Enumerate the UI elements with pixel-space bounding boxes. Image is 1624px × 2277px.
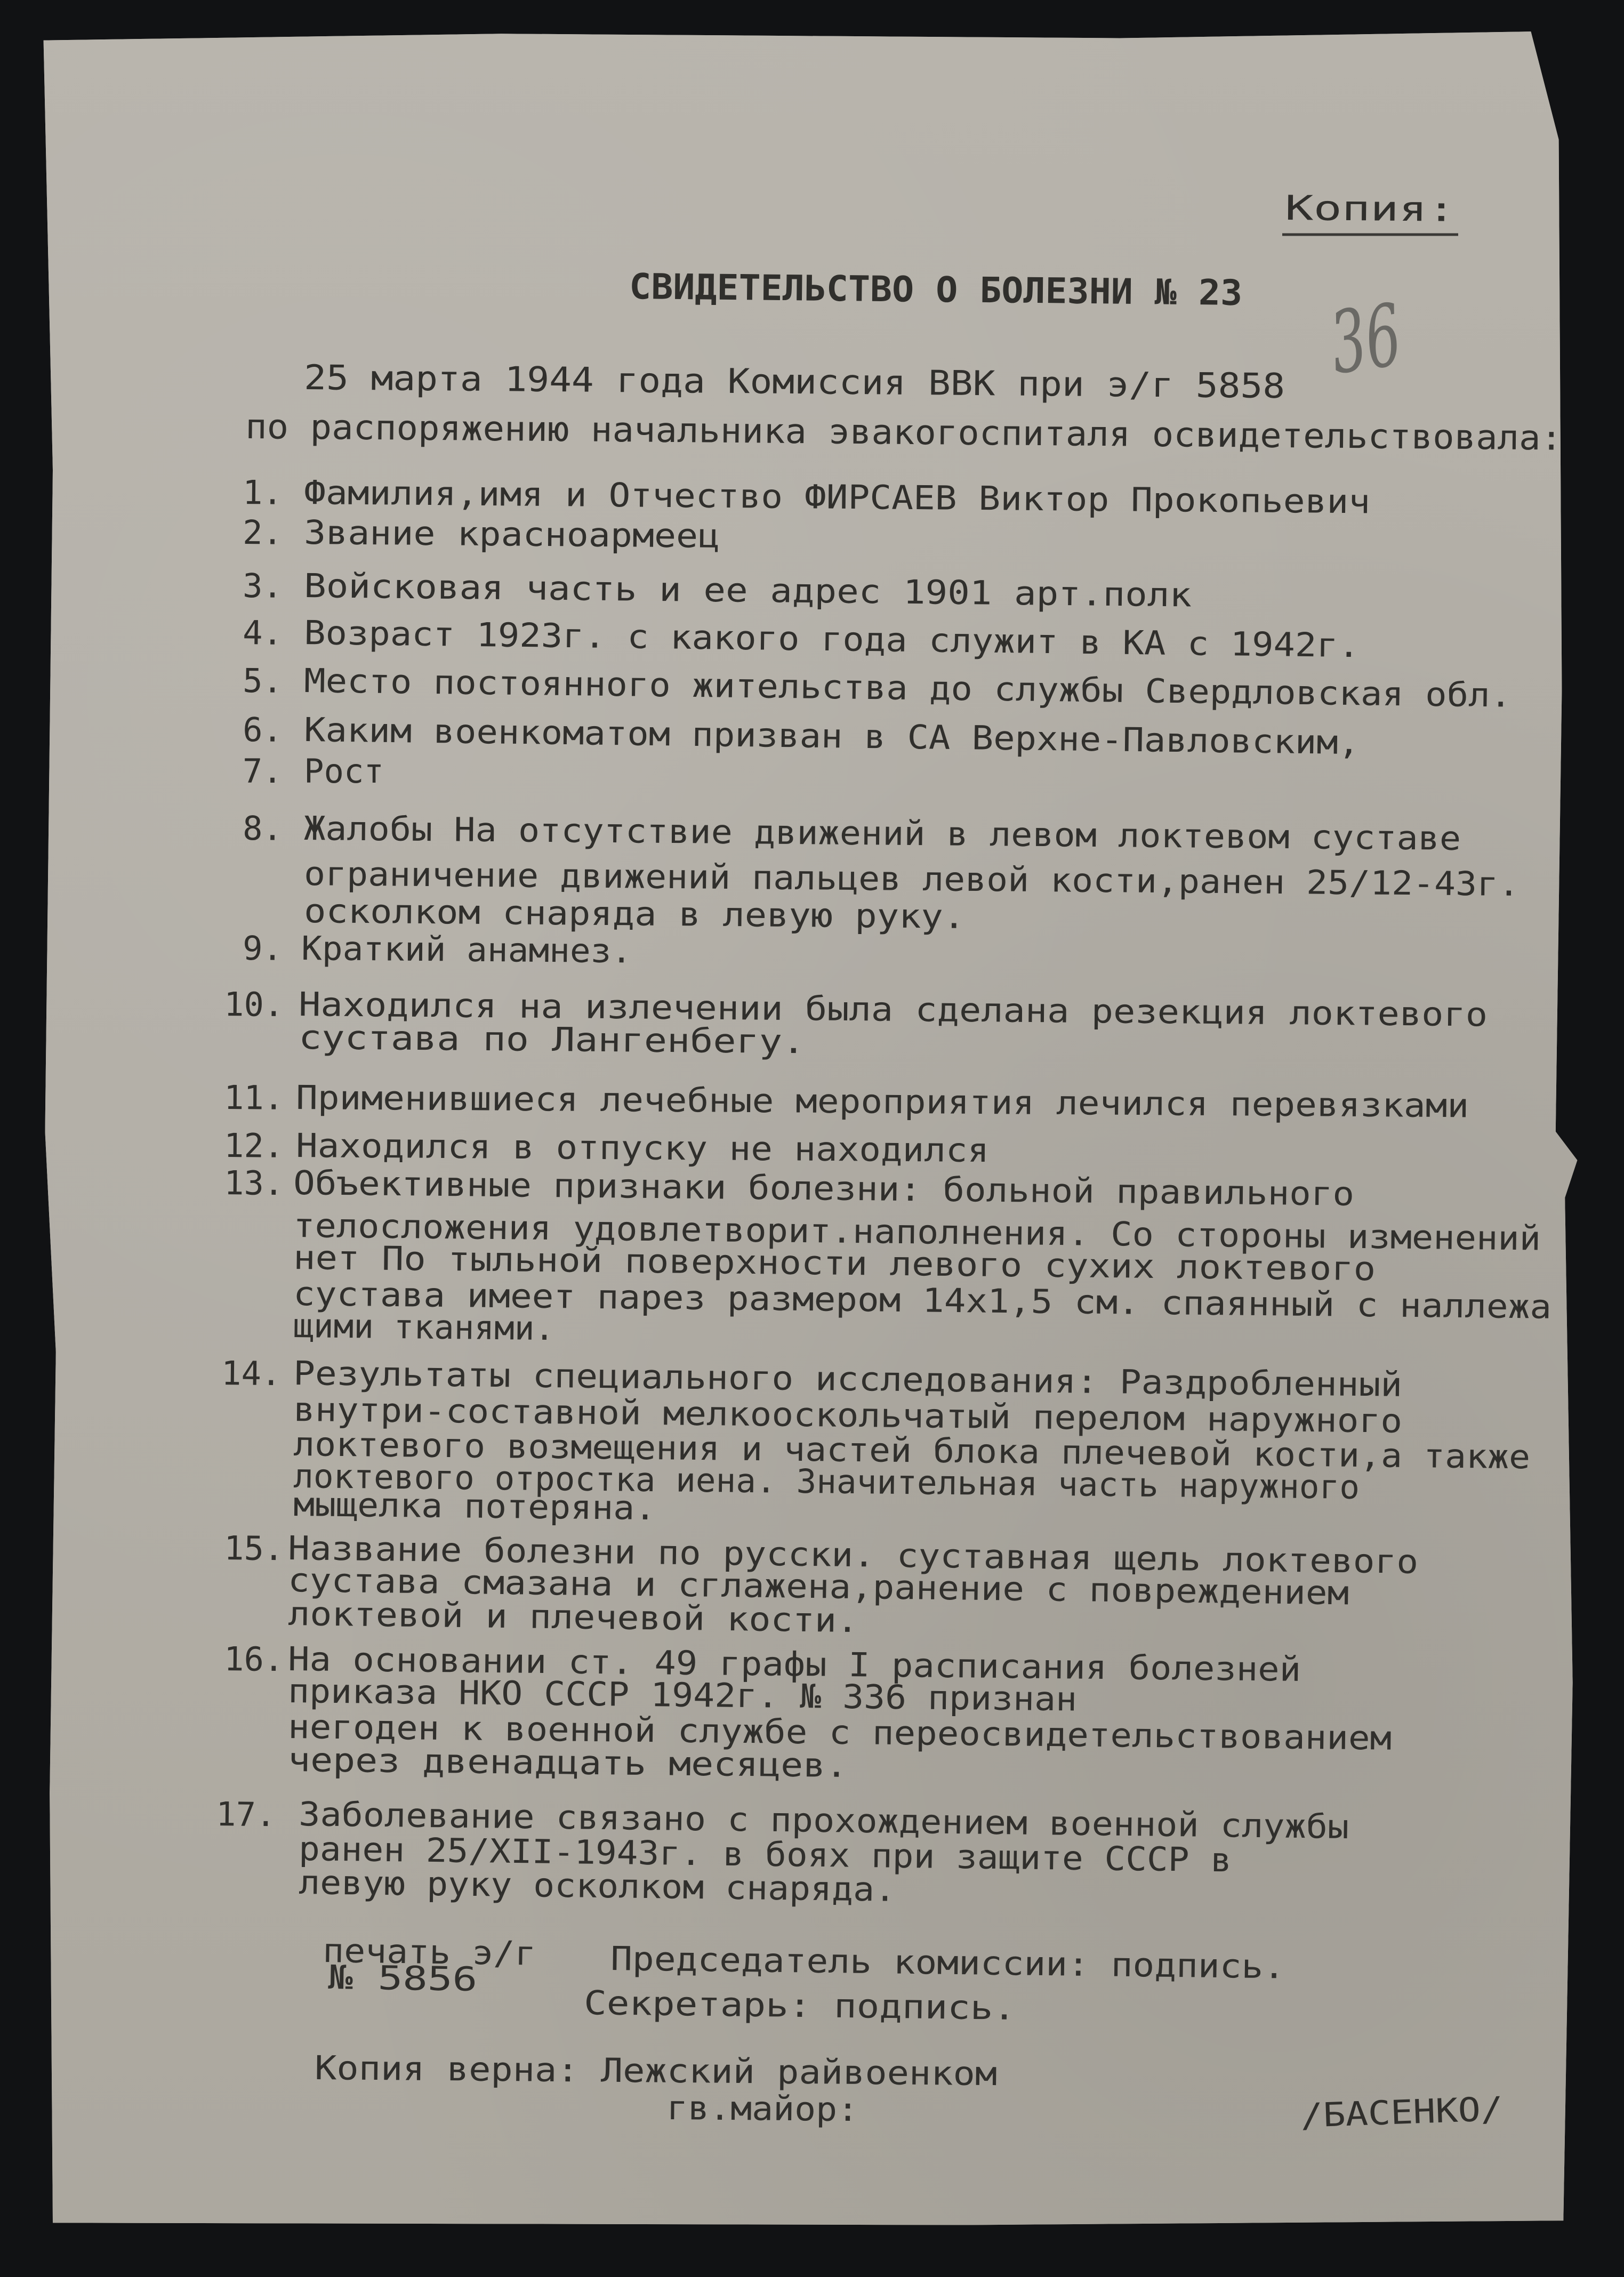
signature-name: /БАСЕНКО/ [1299, 2090, 1481, 2135]
item-2-number: 2. [242, 513, 283, 552]
item-15-text-line-1: Название болезни по русски. суставная щель локтевого [287, 1528, 1323, 1580]
secretary-signature-line: Секретарь: подпись. [583, 1983, 962, 2027]
seal-line-2: № 5856 [327, 1958, 448, 1999]
seal-line-1: печать э/г [322, 1931, 522, 1973]
item-13-number: 13. [223, 1163, 284, 1203]
item-8-text-line-2: ограничение движений пальцев левой кости,ранен 25/12-43г. [303, 854, 1439, 903]
item-14-text-line-1: Результаты специального исследования: Раздробленный [293, 1354, 1309, 1403]
item-2-text-line-1: Звание красноармеец [303, 513, 682, 556]
item-3-number: 3. [242, 566, 283, 606]
item-8-text-line-1: Жалобы На отсутствие движений в левом локтевом суставе [303, 809, 1379, 857]
item-10-text-line-2: сустава по Лангенбегу. [298, 1018, 737, 1061]
item-7-text-line-1: Рост [304, 752, 384, 791]
intro-line-2: по распоряжению начальника эвакогоспиталя освидетельствовала: [245, 407, 1499, 458]
copy-true-line: Копия верна: Лежский райвоенком [314, 2048, 932, 2093]
item-9-number: 9. [242, 929, 283, 968]
item-6-number: 6. [242, 710, 283, 750]
handwritten-mark: 36 [1324, 279, 1446, 393]
item-14-text-line-5: мыщелка потеряна. [293, 1485, 632, 1527]
item-14-number: 14. [221, 1354, 282, 1394]
item-10-text-line-1: Находился на излечении была сделана резекция локтевого [298, 985, 1374, 1033]
item-17-text-line-3: левую руку осколком снаряда. [298, 1863, 856, 1909]
item-1-number: 1. [242, 473, 283, 512]
chairman-signature-line: Председатель комиссии: подпись. [610, 1939, 1228, 1986]
item-15-text-line-2: сустава смазана и сглажена,ранение с повреждением [287, 1560, 1264, 1612]
item-17-number: 17. [215, 1795, 276, 1835]
item-10-number: 10. [223, 985, 284, 1024]
item-15-text-line-3: локтевой и плечевой кости. [287, 1594, 806, 1639]
item-17-text-line-2: ранен 25/XII-1943г. в боях при защите СССР в [298, 1829, 1175, 1879]
item-16-text-line-1: На основании ст. 49 графы I расписания болезней [287, 1639, 1224, 1688]
document-page [37, 29, 1583, 2234]
document-title: СВИДЕТЕЛЬСТВО О БОЛЕЗНИ № 23 [629, 266, 1223, 313]
copy-label: Копия: [1284, 189, 1409, 230]
item-4-text-line-1: Возраст 1923г. с какого года служит в КА с 1942г. [303, 613, 1280, 664]
item-7-number: 7. [243, 752, 283, 791]
item-11-number: 11. [223, 1078, 284, 1117]
intro-line-1: 25 марта 1944 года Комиссия ВВК при э/г 5858 [303, 358, 1208, 406]
item-13-text-line-3: нет По тыльной поверхности левого сухих локтевого [293, 1238, 1269, 1288]
item-14-text-line-3: локтевого возмещения и частей блока плечевой кости,а также [293, 1425, 1448, 1476]
item-16-text-line-4: через двенадцать месяцев. [287, 1740, 786, 1784]
item-13-text-line-2: телосложения удовлетворит.наполнения. Со стороны изменений [293, 1206, 1448, 1257]
item-16-text-line-2: приказа НКО СССР 1942г. № 336 признан [287, 1671, 1025, 1718]
item-5-number: 5. [242, 661, 283, 701]
item-6-text-line-1: Каким военкоматом призван в СА Верхне-Павловским, [303, 710, 1280, 761]
typed-text-layer [37, 29, 1583, 2234]
item-8-text-line-3: осколком снаряда в левую руку. [303, 891, 902, 936]
item-13-text-line-4: сустава имеет парез размером 14х1,5 см. спаянный с наллежа [293, 1274, 1448, 1325]
item-4-number: 4. [242, 613, 283, 653]
item-17-text-line-1: Заболевание связано с прохождением военной службы [298, 1795, 1274, 1846]
item-11-text-line-1: Применившиеся лечебные мероприятия лечился перевязками [295, 1078, 1371, 1125]
item-9-text-line-1: Краткий анамнез. [301, 929, 620, 971]
item-13-text-line-1: Объективные признаки болезни: больной правильного [293, 1163, 1269, 1213]
item-13-text-line-5: щими тканями. [293, 1306, 552, 1348]
item-16-number: 16. [223, 1639, 284, 1679]
item-5-text-line-1: Место постоянного жительства до службы Свердловская обл. [303, 661, 1419, 714]
item-16-text-line-3: негоден к военной службе с переосвидетельствованием [287, 1707, 1304, 1757]
item-12-text-line-1: Находился в отпуску не находился [295, 1126, 933, 1170]
item-14-text-line-2: внутри-составной мелкооскольчатый перелом наружного [293, 1390, 1309, 1439]
item-1-text-line-1: Фамилия,имя и Отчество ФИРСАЕВ Виктор Прокопьевич [303, 473, 1280, 520]
item-14-text-line-4: локтевого отростка иена. Значительная часть наружного [293, 1457, 1348, 1507]
item-8-number: 8. [242, 809, 283, 848]
item-12-number: 12. [223, 1126, 284, 1165]
rank-line: гв.майор: [666, 2088, 846, 2129]
item-3-text-line-1: Войсковая часть и ее адрес 1901 арт.полк [303, 566, 1100, 614]
item-15-number: 15. [223, 1528, 284, 1568]
